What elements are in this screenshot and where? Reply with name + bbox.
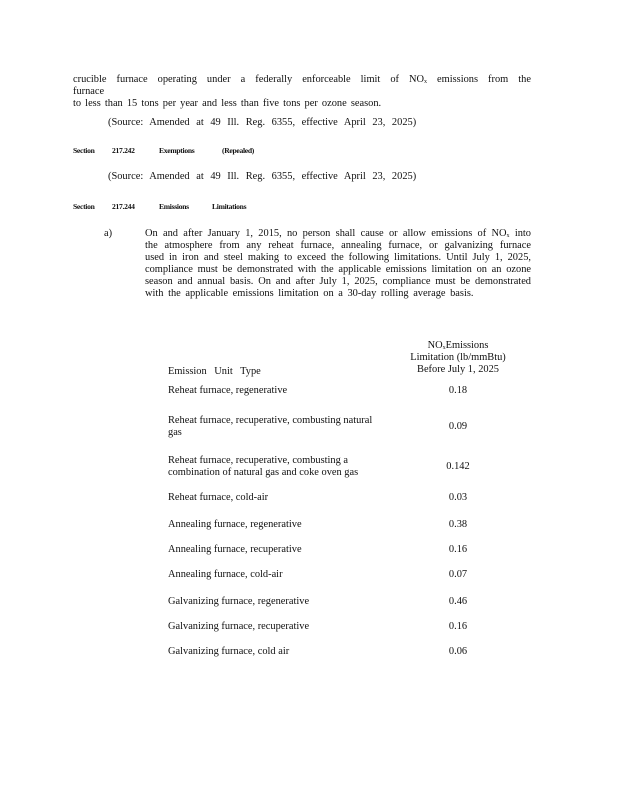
row-unit-type: Galvanizing furnace, recuperative xyxy=(168,621,310,632)
section-title: Exemptions xyxy=(159,146,195,155)
row-limit-value: 0.03 xyxy=(448,492,468,503)
row-limit-value: 0.38 xyxy=(448,519,468,530)
source-note: (Source: Amended at 49 Ill. Reg. 6355, effective April 23, 2025) xyxy=(108,171,417,182)
row-limit-value: 0.18 xyxy=(448,385,468,396)
nox-subscript: x xyxy=(506,233,510,239)
section-number: 217.242 xyxy=(112,146,135,155)
paragraph-a-text: On and after January 1, 2015, no person shall cause or allow emissions of $NO_x$ into the atmosphere from any reheat furnace, annealing furnace, or galvanizing furnace used in iron and steel making to exceed the following limitations. Until July 1, 2025, compliance must be demonstrated with the applicable emissions limitation on an ozone season and annual basis. On and after July 1, 2025, compliance must be demonstrated with the applicable emissions limitation on a 30-day rolling average basis. xyxy=(145,228,531,299)
section-number: 217.244 xyxy=(112,202,135,211)
unit-column-header: Emission Unit Type xyxy=(168,366,261,377)
row-unit-type: Annealing furnace, recuperative xyxy=(168,544,302,555)
limit-column-header: $NO_xEmissions$ Limitation (lb/mmBtu) Before July 1, 2025 xyxy=(410,340,506,375)
row-limit-value: 0.07 xyxy=(448,569,468,580)
nox-subscript: x xyxy=(424,79,428,85)
section-title-word-2: Limitations xyxy=(212,202,247,211)
intro-line-2: to less than 15 tons per year and less than five tons per ozone season. xyxy=(73,98,382,109)
row-limit-value: 0.46 xyxy=(448,596,468,607)
row-unit-type: Galvanizing furnace, cold air xyxy=(168,646,290,657)
row-limit-value: 0.142 xyxy=(446,461,470,472)
section-status: (Repealed) xyxy=(222,146,255,155)
paragraph-marker: a) xyxy=(104,228,113,239)
section-label: Section xyxy=(73,202,95,211)
row-unit-type: Reheat furnace, regenerative xyxy=(168,385,288,396)
section-label: Section xyxy=(73,146,95,155)
row-unit-type: Annealing furnace, cold-air xyxy=(168,569,283,580)
row-limit-value: 0.16 xyxy=(448,621,468,632)
row-limit-value: 0.09 xyxy=(448,421,468,432)
row-unit-type: Annealing furnace, regenerative xyxy=(168,519,302,530)
section-title-word-1: Emissions xyxy=(159,202,189,211)
row-unit-type: Reheat furnace, recuperative, combusting a combination of natural gas and coke oven gas xyxy=(168,455,359,478)
row-unit-type: Reheat furnace, cold-air xyxy=(168,492,269,503)
row-unit-type: Reheat furnace, recuperative, combusting natural gas xyxy=(168,415,373,438)
intro-paragraph xyxy=(73,74,531,110)
intro-line-1: crucible furnace operating under a federally enforceable limit of $NO_x$ emissions from the furnace xyxy=(73,74,531,97)
row-limit-value: 0.16 xyxy=(448,544,468,555)
source-note: (Source: Amended at 49 Ill. Reg. 6355, effective April 23, 2025) xyxy=(108,117,417,128)
row-unit-type: Galvanizing furnace, regenerative xyxy=(168,596,310,607)
row-limit-value: 0.06 xyxy=(448,646,468,657)
